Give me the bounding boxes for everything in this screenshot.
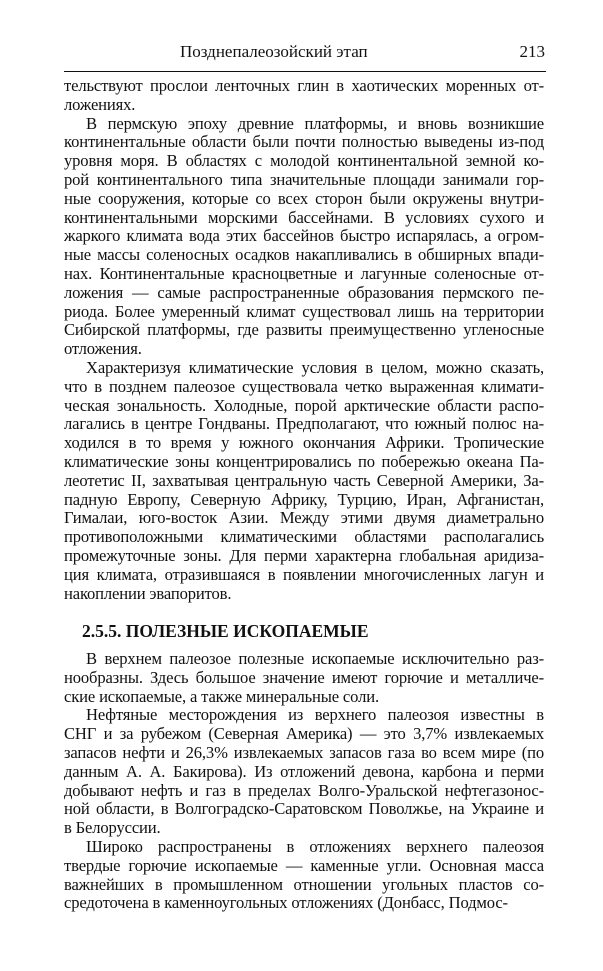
header-rule <box>64 71 546 72</box>
text-line: уровня моря. В областях с молодой континентальной земной ко- <box>64 151 544 171</box>
text-line: континентальные области были почти полностью выведены из-под <box>64 132 544 152</box>
text-line: падную Европу, Северную Африку, Турцию, Иран, Афганистан, <box>64 489 544 509</box>
text-line: В верхнем палеозое полезные ископаемые исключительно раз- <box>86 649 544 668</box>
text-line: лагались в центре Гондваны. Предполагают, что южный полюс на- <box>64 414 544 434</box>
text-line: ные массы соленосных осадков накапливались в обширных впади- <box>64 245 544 265</box>
text-line: континентальными морскими бассейнами. В условиях сухого и <box>64 207 544 227</box>
paragraph <box>64 650 544 706</box>
paragraph <box>64 115 544 359</box>
text-line: запасов нефти и 26,3% извлекаемых запасов газа во всем мире (по <box>64 742 544 762</box>
text-line: Гималаи, юго-восток Азии. Между этими двумя диаметрально <box>64 508 544 528</box>
text-line: отложения. <box>64 339 142 359</box>
text-line: в Белоруссии. <box>64 818 161 838</box>
text-line: Нефтяные месторождения из верхнего палеозоя известны в <box>86 705 544 725</box>
text-line: Характеризуя климатические условия в целом, можно сказать, <box>86 357 544 377</box>
text-line: риода. Более умеренный климат существовал лишь на территории <box>64 301 544 321</box>
text-line: рой континентального типа значительные площади занимали гор- <box>64 169 544 189</box>
text-line: В пермскую эпоху древние платформы, и вновь возникшие <box>86 113 544 133</box>
text-line: важнейших в промышленном отношении угольных пластов со- <box>64 874 544 894</box>
running-header-title: Позднепалеозойский этап <box>180 42 368 61</box>
text-line: Сибирской платформы, где развиты преимущественно угленосные <box>64 320 544 340</box>
text-line: добывают нефть и газ в пределах Волго-Уральской нефтегазонос- <box>64 780 544 800</box>
text-line: ция климата, отразившаяся в появлении многочисленных лагун и <box>64 564 544 584</box>
text-line: ные сооружения, которые со всех сторон были окружены внутри- <box>64 188 544 208</box>
text-line: твердые горючие ископаемые — каменные угли. Основная масса <box>64 855 544 875</box>
text-line: леотетис II, захватывая центральную часть Северной Америки, За- <box>64 470 544 490</box>
body-text-after-heading <box>64 650 544 913</box>
text-line: жаркого климата вода этих бассейнов быстро испарялась, а огром- <box>64 226 544 246</box>
text-line: ческая зональность. Холодные, порой арктические области распо- <box>64 395 544 415</box>
text-line: данным А. А. Бакирова). Из отложений девона, карбона и перми <box>64 761 544 781</box>
text-line: нах. Континентальные красноцветные и лагунные соленосные от- <box>64 263 544 283</box>
section-heading: 2.5.5. ПОЛЕЗНЫЕ ИСКОПАЕМЫЕ <box>82 621 369 641</box>
text-line: ходился в то время у южного окончания Африки. Тропические <box>64 433 544 453</box>
paragraph <box>64 77 544 115</box>
paragraph <box>64 359 544 603</box>
body-text-before-heading <box>64 77 544 603</box>
text-line: ной области, в Волгоградско-Саратовском Поволжье, на Украине и <box>64 799 544 819</box>
text-line: Широко распространены в отложениях верхнего палеозоя <box>86 836 544 856</box>
text-line: ские ископаемые, а также минеральные соли. <box>64 686 379 706</box>
page-number: 213 <box>519 42 545 61</box>
paragraph <box>64 706 544 838</box>
text-line: климатические зоны концентрировались по побережью океана Па- <box>64 451 544 471</box>
text-line: ложениях. <box>64 94 136 114</box>
text-line: противоположными климатическими областями располагались <box>64 527 544 547</box>
text-line: промежуточные зоны. Для перми характерна глобальная аридиза- <box>64 545 544 565</box>
paragraph <box>64 838 544 913</box>
text-line: что в позднем палеозое существовала четко выраженная климати- <box>64 376 544 396</box>
text-line: ложения — самые распространенные образования пермского пе- <box>64 282 544 302</box>
text-line: нообразны. Здесь большое значение имеют горючие и металличе- <box>64 667 544 687</box>
text-line: тельствуют прослои ленточных глин в хаотических моренных от- <box>64 76 544 95</box>
text-line: средоточена в каменноугольных отложениях (Донбасс, Подмос- <box>64 893 508 913</box>
text-line: накоплении эвапоритов. <box>64 583 232 603</box>
text-line: СНГ и за рубежом (Северная Америка) — это 3,7% извлекаемых <box>64 724 544 744</box>
